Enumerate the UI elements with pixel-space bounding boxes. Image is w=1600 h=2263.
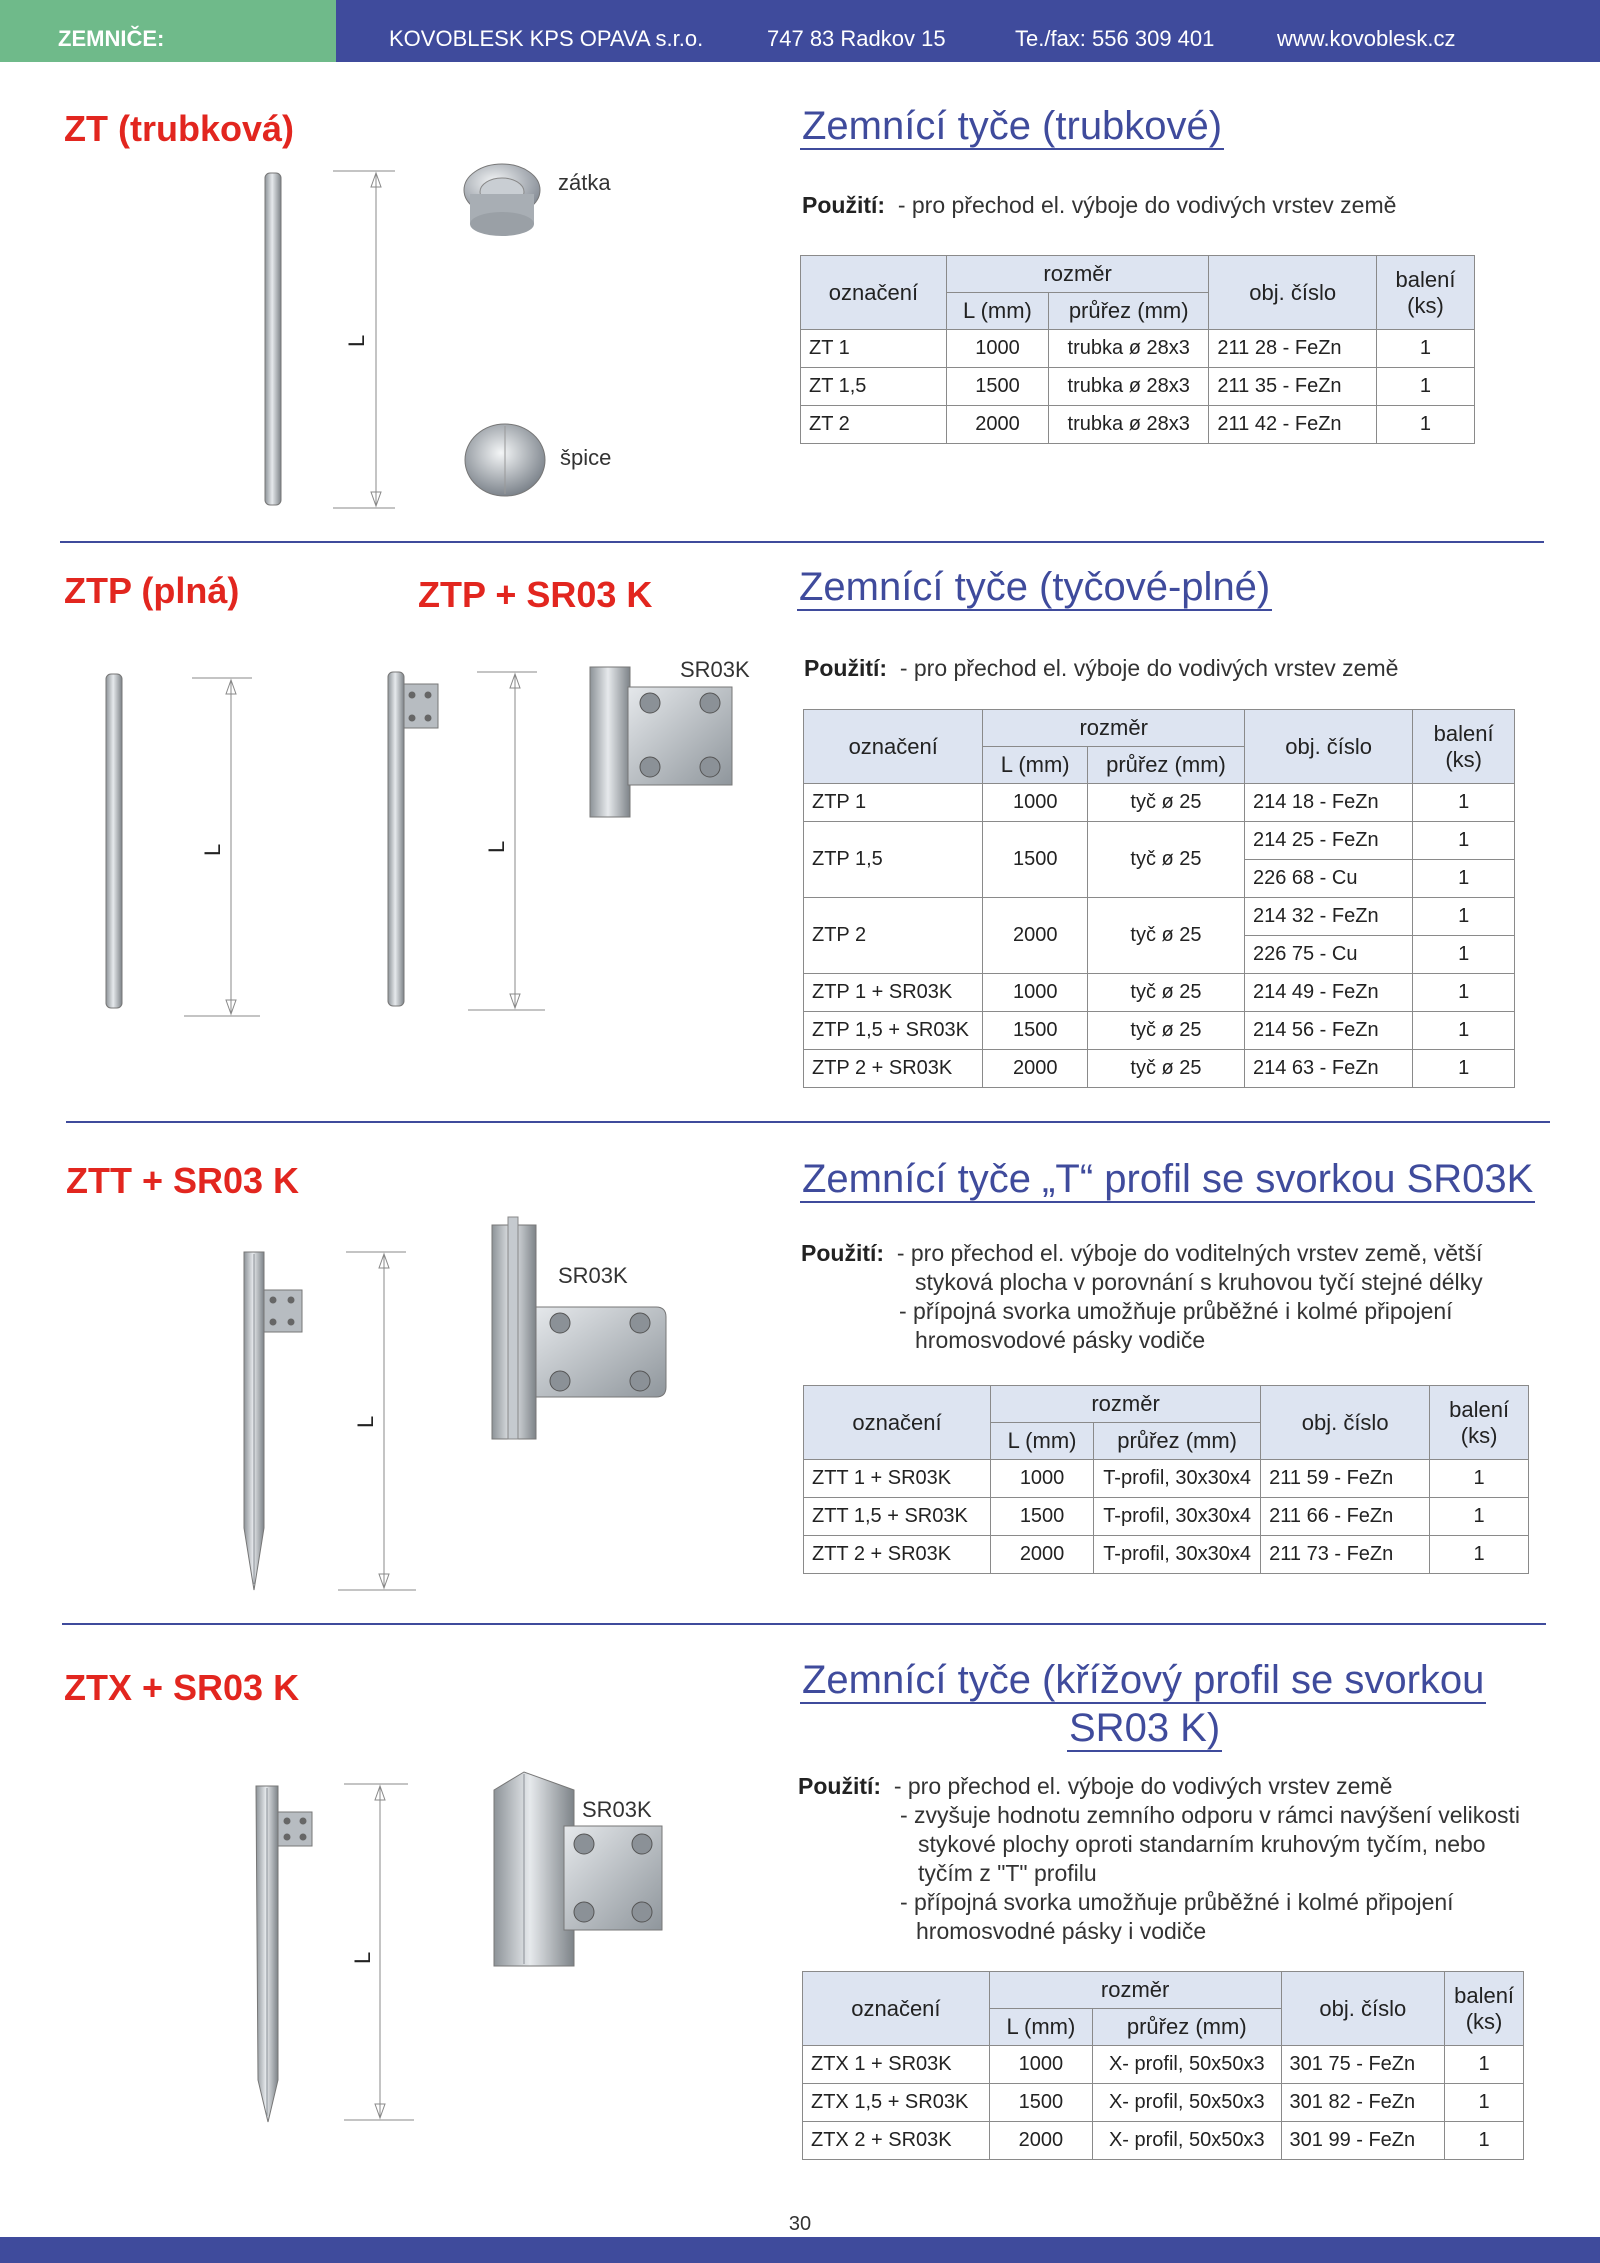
ztx-product-table <box>802 1971 1524 2160</box>
ztx-usage <box>798 1772 1520 1946</box>
section-divider <box>60 541 1544 543</box>
table-row: ZTT 2 + SR03K 2000 T-profil, 30x30x4 211 73 - FeZn 1 <box>804 1536 1529 1574</box>
usage-line: - přípojná svorka umožňuje průběžné i kolmé připojení <box>899 1298 1453 1324</box>
usage-line: hromosvodné pásky i vodiče <box>916 1918 1207 1944</box>
col-dimension: rozměr <box>983 710 1245 747</box>
col-pack: balení (ks) <box>1430 1386 1529 1460</box>
company-web-link[interactable]: www.kovoblesk.cz <box>1277 26 1456 51</box>
ztp-product-label: ZTP (plná) <box>64 570 240 611</box>
table-row: ZTX 1,5 + SR03K 1500 X- profil, 50x50x3 301 82 - FeZn 1 <box>803 2084 1524 2122</box>
ztt-clamp-icon <box>490 1215 670 1445</box>
col-dimension: rozměr <box>946 256 1209 293</box>
ztp-sr03k-label: ZTP + SR03 K <box>418 574 653 615</box>
section-divider <box>62 1623 1546 1625</box>
dimension-letter: L <box>344 334 369 347</box>
clamp-label: SR03K <box>582 1797 652 1822</box>
ztt-section-title: Zemnící tyče „T“ profil se svorkou SR03K <box>802 1157 1534 1201</box>
usage-line: - pro přechod el. výboje do vodivých vrstev země <box>893 1773 1393 1799</box>
col-pack: balení (ks) <box>1376 256 1474 330</box>
sr03k-clamp-icon <box>588 665 738 820</box>
tip-label: špice <box>560 445 612 470</box>
ztp-section-title: Zemnící tyče (tyčové-plné) <box>799 565 1271 609</box>
zt-usage <box>802 191 1396 220</box>
col-length: L (mm) <box>991 1423 1094 1460</box>
table-row: ZTP 1 1000 tyč ø 25 214 18 - FeZn 1 <box>804 784 1515 822</box>
zt-product-label: ZT (trubková) <box>64 108 294 149</box>
dimension-letter: L <box>350 1951 375 1964</box>
table-row: ZT 2 2000 trubka ø 28x3 211 42 - FeZn 1 <box>801 406 1475 444</box>
table-row: ZTP 1 + SR03K 1000 tyč ø 25 214 49 - FeZn 1 <box>804 974 1515 1012</box>
col-designation: označení <box>804 1386 991 1460</box>
col-length: L (mm) <box>946 293 1048 330</box>
col-order: obj. číslo <box>1281 1972 1445 2046</box>
col-order: obj. číslo <box>1261 1386 1430 1460</box>
usage-line: stykové plochy oproti standarním kruhovým tyčím, nebo <box>918 1831 1486 1857</box>
ztp-sr03k-rod-figure <box>382 668 552 1018</box>
usage-line: styková plocha v porovnání s kruhovou tyčí stejné délky <box>915 1269 1483 1295</box>
table-row: ZTX 2 + SR03K 2000 X- profil, 50x50x3 301 99 - FeZn 1 <box>803 2122 1524 2160</box>
dimension-letter: L <box>484 840 509 853</box>
footer-bar <box>0 2237 1600 2263</box>
table-row: ZTP 2 2000 tyč ø 25 214 32 - FeZn 1 <box>804 898 1515 936</box>
col-designation: označení <box>801 256 947 330</box>
ztp-product-table <box>803 709 1515 1088</box>
col-length: L (mm) <box>989 2009 1092 2046</box>
ztp-rod-figure <box>100 670 270 1020</box>
col-dimension: rozměr <box>991 1386 1261 1423</box>
table-row: ZTP 1,5 + SR03K 1500 tyč ø 25 214 56 - FeZn 1 <box>804 1012 1515 1050</box>
category-label: ZEMNIČE: <box>58 26 165 51</box>
usage-label: Použití: <box>798 1773 882 1799</box>
col-designation: označení <box>803 1972 990 2046</box>
table-row: ZTT 1 + SR03K 1000 T-profil, 30x30x4 211 59 - FeZn 1 <box>804 1460 1529 1498</box>
ztx-section-title: Zemnící tyče (křížový profil se svorkou <box>802 1658 1485 1702</box>
usage-label: Použití: <box>804 655 888 681</box>
col-section: průřez (mm) <box>1088 747 1245 784</box>
cap-icon <box>458 160 558 248</box>
ztx-product-label: ZTX + SR03 K <box>64 1667 300 1708</box>
clamp-label: SR03K <box>680 657 750 682</box>
table-row: ZT 1 1000 trubka ø 28x3 211 28 - FeZn 1 <box>801 330 1475 368</box>
usage-line: - pro přechod el. výboje do vodivých vrstev země <box>899 655 1399 681</box>
col-length: L (mm) <box>983 747 1088 784</box>
zt-product-table <box>800 255 1475 444</box>
ztt-usage <box>801 1239 1483 1355</box>
section-divider <box>66 1121 1550 1123</box>
ztp-usage <box>804 654 1398 683</box>
header-bar <box>0 0 1600 62</box>
col-order: obj. číslo <box>1244 710 1412 784</box>
col-order: obj. číslo <box>1209 256 1377 330</box>
ztx-section-title-cont: SR03 K) <box>1069 1706 1221 1750</box>
tip-icon <box>460 418 560 498</box>
table-row: ZT 1,5 1500 trubka ø 28x3 211 35 - FeZn 1 <box>801 368 1475 406</box>
usage-label: Použití: <box>802 192 886 218</box>
table-row: ZTT 1,5 + SR03K 1500 T-profil, 30x30x4 211 66 - FeZn 1 <box>804 1498 1529 1536</box>
table-row: 226 75 - Cu 1 <box>804 936 1515 974</box>
clamp-label: SR03K <box>558 1263 628 1288</box>
usage-label: Použití: <box>801 1240 885 1266</box>
company-name: KOVOBLESK KPS OPAVA s.r.o. <box>389 26 704 51</box>
zt-section-title: Zemnící tyče (trubkové) <box>802 104 1223 148</box>
dimension-letter: L <box>353 1415 378 1428</box>
ztt-product-table <box>803 1385 1529 1574</box>
col-dimension: rozměr <box>989 1972 1281 2009</box>
cap-label: zátka <box>558 170 611 195</box>
usage-line: tyčím z "T" profilu <box>918 1860 1097 1886</box>
ztx-rod-figure <box>252 1780 422 2125</box>
col-pack: balení (ks) <box>1413 710 1515 784</box>
company-address: 747 83 Radkov 15 <box>767 26 946 51</box>
zt-rod-figure <box>250 165 420 525</box>
usage-line: - pro přechod el. výboje do vodivých vrstev země <box>897 192 1397 218</box>
dimension-letter: L <box>200 843 225 856</box>
ztt-product-label: ZTT + SR03 K <box>66 1160 300 1201</box>
col-designation: označení <box>804 710 983 784</box>
usage-line: - pro přechod el. výboje do voditelných vrstev země, větší <box>896 1240 1483 1266</box>
ztt-rod-figure <box>238 1248 428 1593</box>
col-section: průřez (mm) <box>1093 2009 1282 2046</box>
col-section: průřez (mm) <box>1049 293 1209 330</box>
table-row: ZTP 1,5 1500 tyč ø 25 214 25 - FeZn 1 <box>804 822 1515 860</box>
page-number: 30 <box>788 2213 812 2235</box>
table-row: 226 68 - Cu 1 <box>804 860 1515 898</box>
table-row: ZTP 2 + SR03K 2000 tyč ø 25 214 63 - FeZn 1 <box>804 1050 1515 1088</box>
col-pack: balení (ks) <box>1445 1972 1524 2046</box>
category-tab <box>0 0 336 62</box>
usage-line: - zvyšuje hodnotu zemního odporu v rámci navýšení velikosti <box>900 1802 1521 1828</box>
usage-line: hromosvodové pásky vodiče <box>915 1327 1206 1353</box>
table-row: ZTX 1 + SR03K 1000 X- profil, 50x50x3 301 75 - FeZn 1 <box>803 2046 1524 2084</box>
company-phone: Te./fax: 556 309 401 <box>1015 26 1215 51</box>
usage-line: - přípojná svorka umožňuje průběžné i kolmé připojení <box>900 1889 1454 1915</box>
col-section: průřez (mm) <box>1094 1423 1261 1460</box>
